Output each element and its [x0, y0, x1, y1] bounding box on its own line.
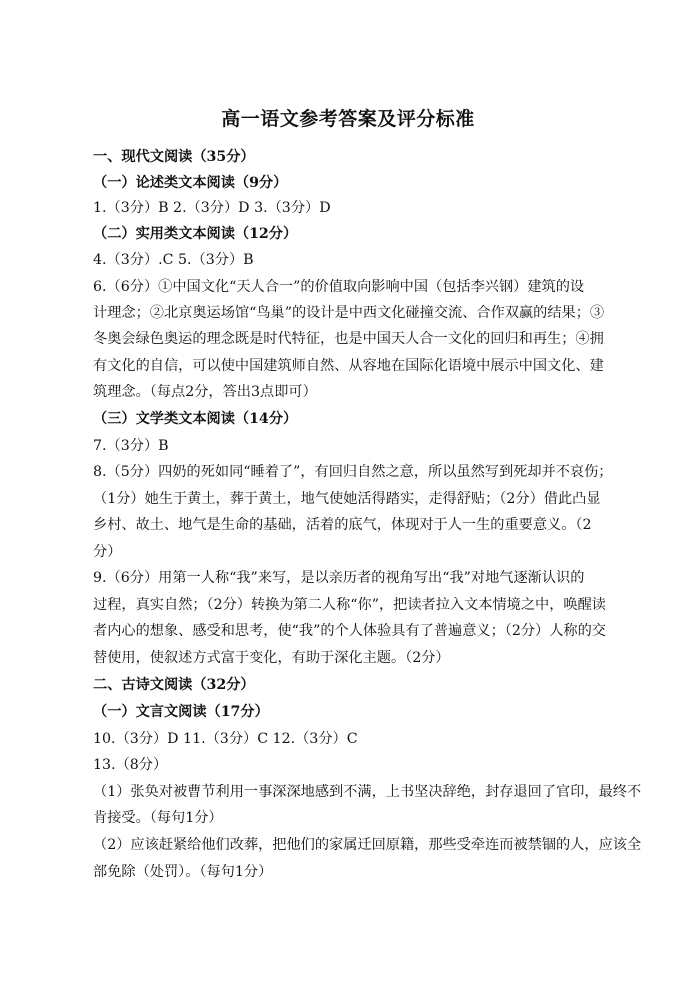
answer-6-line-1: 6.（6分）①中国文化“天人合一”的价值取向影响中国（包括李兴钢）建筑的设: [93, 279, 585, 295]
answer-9-line-1: 9.（6分）用第一人称“我”来写，是以亲历者的视角写出“我”对地气逐渐认识的: [93, 570, 585, 586]
answer-6-line-5: 筑理念。（每点2分，答出3点即可）: [93, 384, 317, 400]
answer-8-line-3: 乡村、故土、地气是生命的基础，活着的底气，体现对于人一生的重要意义。（2: [93, 517, 592, 533]
subsection-heading-practical: （二）实用类文本阅读（12分）: [93, 226, 298, 242]
answer-6-line-2: 计理念；②北京奥运场馆“鸟巢”的设计是中西文化碰撞交流、合作双赢的结果；③: [93, 305, 605, 321]
answer-9-line-2: 过程，真实自然；（2分）转换为第二人称“你”，把读者拉入文本情境之中，唤醒读: [93, 597, 606, 613]
answer-13-part1-line-2: 肯接受。（每句1分）: [93, 810, 223, 826]
subsection-heading-literary: （三）文学类文本阅读（14分）: [93, 411, 298, 427]
subsection-heading-classical-prose: （一）文言文阅读（17分）: [93, 704, 269, 720]
answer-8-line-1: 8.（5分）四奶的死如同“睡着了”，有回归自然之意，所以虽然写到死却并不哀伤；: [93, 464, 613, 480]
answer-13-heading: 13.（8分）: [93, 757, 168, 773]
answer-line-10-12: 10.（3分）D 11.（3分）C 12.（3分）C: [93, 731, 358, 747]
answer-9-line-4: 替使用，使叙述方式富于变化，有助于深化主题。（2分）: [93, 650, 450, 666]
answer-8-line-2: （1分）她生于黄土，葬于黄土，地气使她活得踏实，走得舒贴；（2分）借此凸显: [93, 491, 601, 507]
answer-6-line-4: 有文化的自信，可以使中国建筑师自然、从容地在国际化语境中展示中国文化、建: [93, 358, 604, 374]
section-heading-classical: 二、古诗文阅读（32分）: [93, 677, 255, 693]
answer-8-line-4: 分）: [93, 544, 122, 560]
answer-13-part2-line-1: （2）应该赶紧给他们改葬，把他们的家属迁回原籍，那些受牵连而被禁锢的人，应该全: [93, 837, 642, 853]
page-title: 高一语文参考答案及评分标准: [221, 108, 475, 130]
answer-13-part1-line-1: （1）张奂对被曹节利用一事深深地感到不满，上书坚决辞绝，封存退回了官印，最终不: [93, 784, 642, 800]
answer-13-part2-line-2: 部免除（处罚）。（每句1分）: [93, 864, 273, 880]
answer-line-4-5: 4.（3分）.C 5.（3分）B: [93, 252, 254, 268]
answer-line-7: 7.（3分）B: [93, 438, 169, 454]
answer-9-line-3: 者内心的想象、感受和思考，使“我”的个人体验具有了普遍意义；（2分）人称的交: [93, 623, 606, 639]
subsection-heading-argumentative: （一）论述类文本阅读（9分）: [93, 175, 288, 191]
section-heading-modern-reading: 一、现代文阅读（35分）: [93, 149, 255, 165]
answer-line-1-3: 1.（3分）B 2.（3分）D 3.（3分）D: [93, 200, 331, 216]
answer-6-line-3: 冬奥会绿色奥运的理念既是时代特征，也是中国天人合一文化的回归和再生；④拥: [93, 331, 604, 347]
